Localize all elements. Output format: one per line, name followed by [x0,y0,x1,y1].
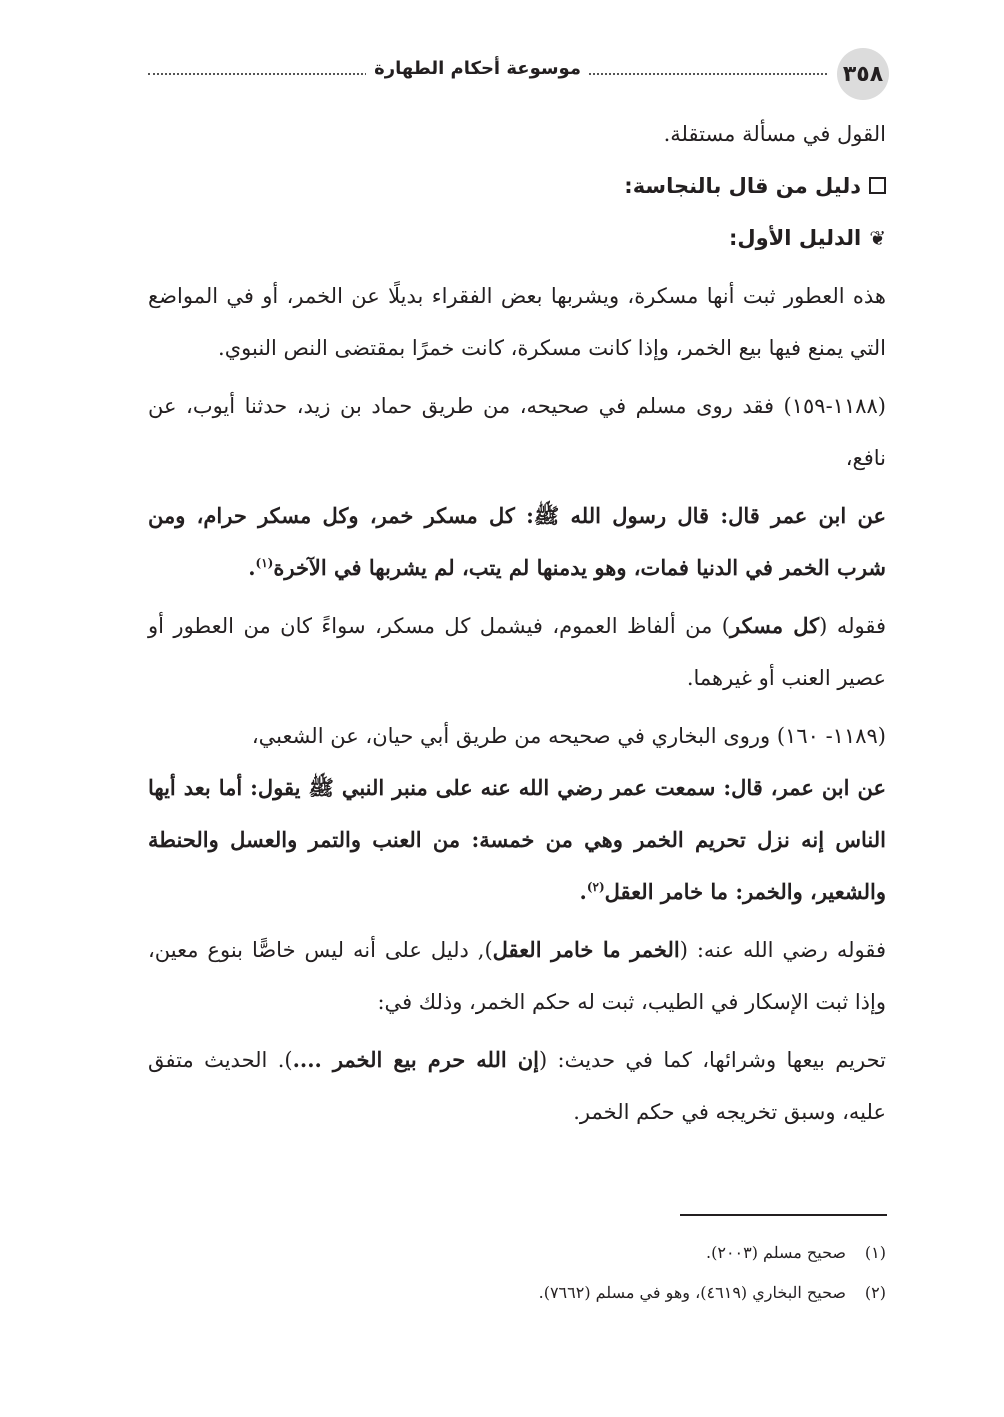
section-heading-text: دليل من قال بالنجاسة: [624,174,861,198]
footnote-ref-1: (١) [255,556,274,570]
paragraph-8-part-a: فقوله رضي الله عنه: ( [679,938,886,962]
paragraph-9-part-a: تحريم بيعها وشرائها، كما في حديث: ( [538,1048,886,1072]
paragraph-5 [148,600,886,704]
paragraph-6: (١١٨٩- ١٦٠) وروى البخاري في صحيحه من طريق أبي حيان، عن الشعبي، [251,724,886,748]
page-number: ٣٥٨ [837,48,889,100]
paragraph-9-bold: إن الله حرم بيع الخمر .... [292,1047,539,1072]
hadith-1 [148,490,886,594]
hadith-2 [148,762,886,918]
footnote-ref-2: (٢) [586,880,605,894]
subsection-heading-text: الدليل الأول: [729,226,862,250]
running-header [148,48,889,98]
paragraph-5-part-c: ) من ألفاظ العموم، فيشمل كل مسكر، سواءً كان من العطور أو عصير العنب أو غيرهما. [148,614,886,690]
body-text [148,108,886,1138]
leaf-ornament-icon: ❦ [869,226,886,250]
footnote-separator [680,1214,887,1216]
subsection-heading [148,212,886,264]
paragraph-5-part-a: فقوله ( [819,614,886,638]
book-title: موسوعة أحكام الطهارة [366,58,589,79]
hadith-1-text: عن ابن عمر قال: قال رسول الله ﷺ: كل مسكر خمر، وكل مسكر حرام، ومن شرب الخمر في الدنيا فمات، وهو يدمنها لم يتب، لم يشربها في الآخرة [148,503,886,580]
footnote-1 [148,1233,886,1273]
hadith-1-end: . [248,555,256,580]
paragraph-2: هذه العطور ثبت أنها مسكرة، ويشربها بعض الفقراء بديلًا عن الخمر، أو في المواضع التي يمنع فيها بيع الخمر، وإذا كانت مسكرة، كانت خمرًا بمقتضى النص النبوي. [148,284,886,360]
paragraph-1: القول في مسألة مستقلة. [663,122,886,146]
footnote-1-number: (١) [864,1243,886,1262]
footnote-1-text: صحيح مسلم (٢٠٠٣). [706,1243,846,1262]
paragraph-9 [148,1034,886,1138]
footnotes [148,1233,886,1313]
square-bullet-icon [869,177,886,194]
footnote-2-number: (٢) [864,1283,886,1302]
footnote-2-text: صحيح البخاري (٤٦١٩)، وهو في مسلم (٧٦٦٢). [538,1283,846,1302]
section-heading [148,160,886,212]
paragraph-8 [148,924,886,1028]
paragraph-5-bold: كل مسكر [730,613,820,638]
paragraph-9-part-c: ). الحديث متفق عليه، وسبق تخريجه في حكم الخمر. [148,1048,886,1124]
hadith-2-end: . [579,879,587,904]
paragraph-3: (١١٨٨-١٥٩) فقد روى مسلم في صحيحه، من طريق حماد بن زيد، حدثنا أيوب، عن نافع، [148,394,886,470]
footnote-2 [148,1273,886,1313]
hadith-2-text: عن ابن عمر، قال: سمعت عمر رضي الله عنه على منبر النبي ﷺ يقول: أما بعد أيها الناس إنه نزل تحريم الخمر وهي من خمسة: من العنب والتمر والعسل والحنطة والشعير، والخمر: ما خامر العقل [148,775,886,904]
paragraph-8-part-c: ), دليل على أنه ليس خاصًّا بنوع معين، وإذا ثبت الإسكار في الطيب، ثبت له حكم الخمر، وذلك في: [148,938,886,1014]
paragraph-8-bold: الخمر ما خامر العقل [492,937,680,962]
